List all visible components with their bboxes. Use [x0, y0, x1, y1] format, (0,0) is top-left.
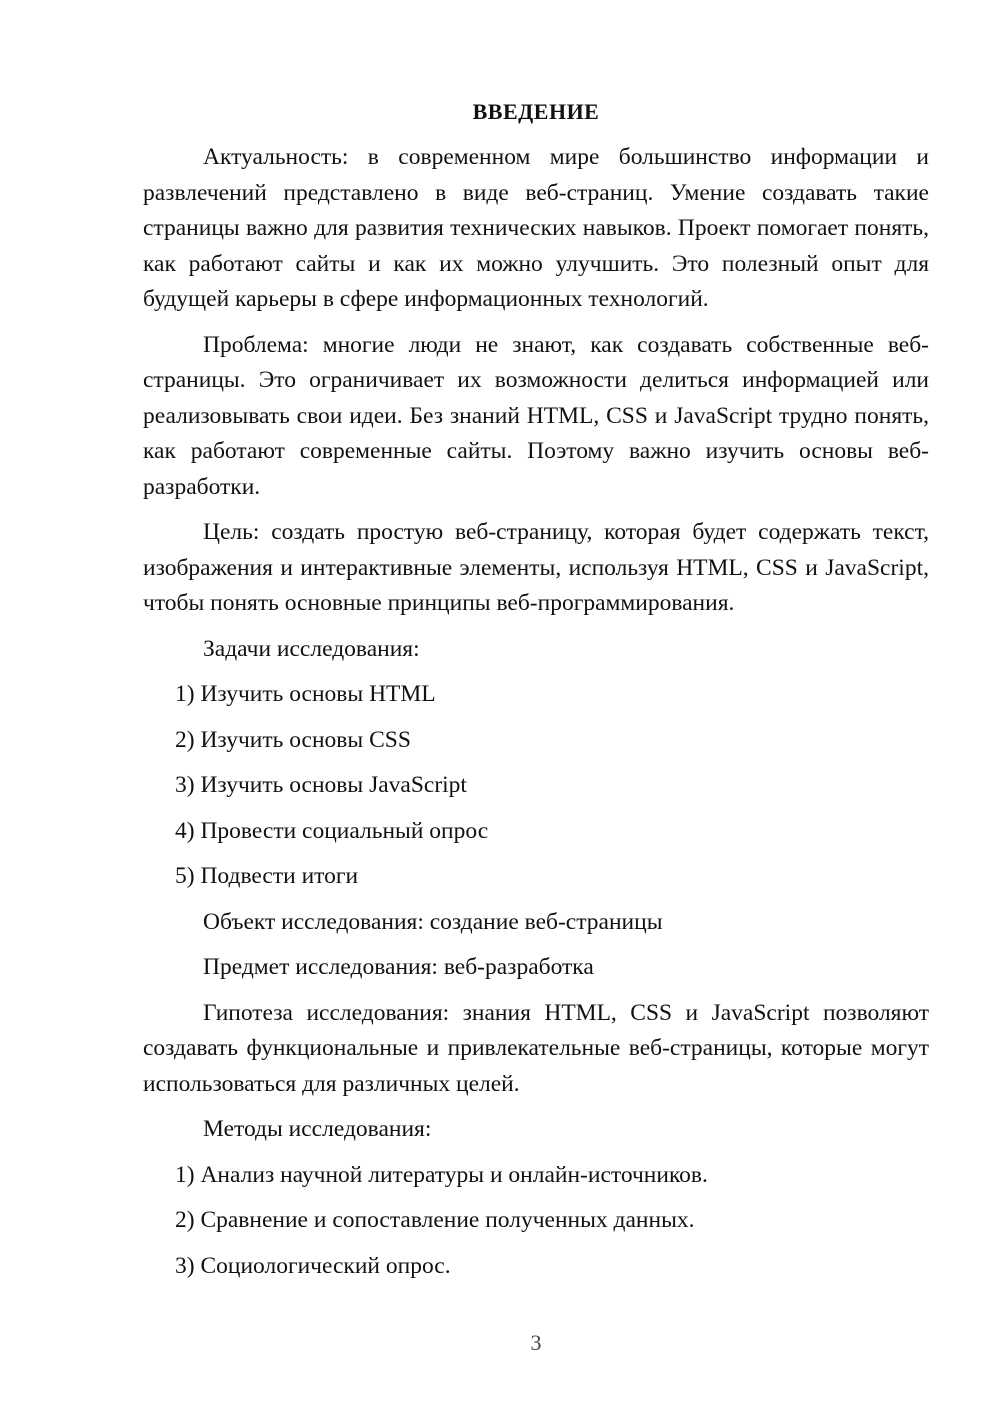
task-item-3: 3) Изучить основы JavaScript	[175, 772, 467, 798]
method-item-2: 2) Сравнение и сопоставление полученных данных.	[175, 1207, 695, 1233]
hypothesis-paragraph: Гипотеза исследования: знания HTML, CSS и JavaScript позволяют создавать функциональные и привлекательные веб-страницы, которые могут использоваться для различных целей.	[143, 999, 929, 1097]
tasks-heading: Задачи исследования:	[203, 635, 420, 662]
task-item-2: 2) Изучить основы CSS	[175, 726, 411, 753]
problem-paragraph: Проблема: многие люди не знают, как создавать собственные веб-страницы. Это ограничивает их возможности делиться информацией или реализовывать свои идеи. Без знаний HTML, CSS и JavaScript трудно понять, как работают современные сайты. Поэтому важно изучить основы веб-разработки.	[143, 331, 929, 500]
method-item-1: 1) Анализ научной литературы и онлайн-источников.	[175, 1161, 708, 1188]
task-item-4: 4) Провести социальный опрос	[175, 817, 489, 844]
research-object: Объект исследования: создание веб-страницы	[203, 908, 663, 935]
research-subject: Предмет исследования: веб-разработка	[203, 954, 594, 980]
methods-heading: Методы исследования:	[203, 1116, 432, 1142]
goal-paragraph: Цель: создать простую веб-страницу, которая будет содержать текст, изображения и интерактивные элементы, используя HTML, CSS и JavaScript, чтобы понять основные принципы веб-программирования.	[143, 519, 929, 616]
page-title: ВВЕДЕНИЕ	[472, 99, 600, 124]
task-item-1: 1) Изучить основы HTML	[175, 681, 436, 707]
relevance-paragraph: Актуальность: в современном мире большинство информации и развлечений представлено в виде веб-страниц. Умение создавать такие страницы важно для развития технических навыков. Проект помогает понять, как работают сайты и как их можно улучшить. Это полезный опыт для будущей карьеры в сфере информационных технологий.	[143, 144, 929, 312]
document-page	[143, 96, 929, 1284]
method-item-3: 3) Социологический опрос.	[175, 1252, 451, 1279]
task-item-5: 5) Подвести итоги	[175, 863, 359, 889]
page-number: 3	[530, 1330, 542, 1355]
